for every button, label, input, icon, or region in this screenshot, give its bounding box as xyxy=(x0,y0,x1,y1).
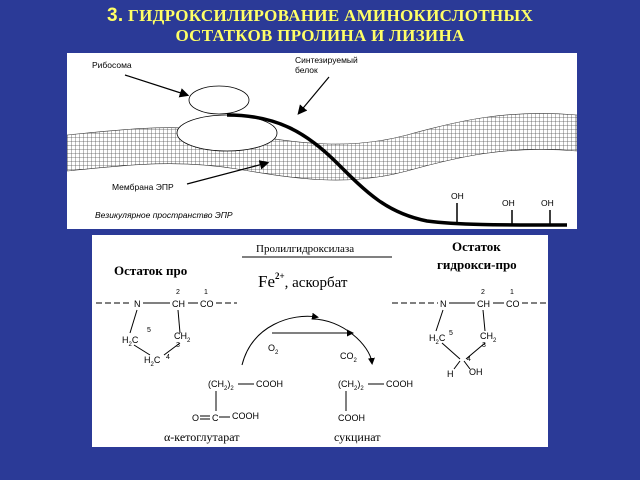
o2-label: $O_2$ xyxy=(268,343,279,356)
akg-label: α-кетоглутарат xyxy=(164,430,240,444)
membrane-label: Мембрана ЭПР xyxy=(112,182,174,192)
co2-label: $CO_2$ xyxy=(340,351,357,364)
enzyme-label: Пролилгидроксилаза xyxy=(256,243,355,255)
svg-text:N: N xyxy=(134,299,141,309)
svg-text:5: 5 xyxy=(449,330,453,337)
svg-text:(CH2)2: $(CH_2)_2$ xyxy=(208,379,234,392)
right-residue-title-2: гидрокси-про xyxy=(437,257,517,272)
svg-text:COOH: COOH xyxy=(232,411,259,421)
hydroxyproline-structure xyxy=(392,289,547,379)
ribosome-large-subunit xyxy=(177,115,277,151)
ribosome-arrow xyxy=(125,75,187,95)
svg-text:CH2: $CH_2$ xyxy=(174,331,191,344)
vesicular-space-label: Везикулярное пространство ЭПР xyxy=(95,210,233,220)
er-diagram-panel xyxy=(67,53,577,229)
svg-text:CH: CH xyxy=(172,299,185,309)
title-number: 3. xyxy=(106,5,124,26)
svg-text:2: 2 xyxy=(481,289,485,296)
svg-text:COOH: COOH xyxy=(386,379,413,389)
svg-text:CO: CO xyxy=(200,299,214,309)
svg-text:CH: CH xyxy=(477,299,490,309)
svg-text:H2C: $H_2C$ xyxy=(144,355,161,368)
oh-label-2: OH xyxy=(502,198,515,208)
svg-text:OH: OH xyxy=(469,367,483,377)
svg-text:C: C xyxy=(212,413,219,423)
svg-text:N: N xyxy=(440,299,447,309)
ribosome-label: Рибосома xyxy=(92,60,132,70)
succinate-structure xyxy=(338,379,413,423)
svg-text:4: 4 xyxy=(467,356,471,363)
o2-in-arrow xyxy=(242,316,317,365)
svg-text:H2C: $H_2C$ xyxy=(429,333,446,346)
svg-text:2: 2 xyxy=(176,289,180,296)
svg-text:H: H xyxy=(447,369,454,379)
succinate-label: сукцинат xyxy=(334,430,381,444)
svg-text:COOH: COOH xyxy=(256,379,283,389)
slide-title xyxy=(0,6,640,46)
ribosome-small-subunit xyxy=(189,86,249,114)
svg-text:5: 5 xyxy=(147,327,151,334)
title-line-1: ГИДРОКСИЛИРОВАНИЕ АМИНОКИСЛОТНЫХ xyxy=(127,6,534,25)
svg-text:1: 1 xyxy=(510,289,514,296)
proline-structure xyxy=(96,289,237,368)
svg-text:COOH: COOH xyxy=(338,413,365,423)
svg-text:O: O xyxy=(192,413,200,423)
protein-arrow xyxy=(299,77,329,113)
protein-label-2: белок xyxy=(295,65,318,75)
title-line-2: ОСТАТКОВ ПРОЛИНА И ЛИЗИНА xyxy=(175,26,465,45)
svg-text:CH2: $CH_2$ xyxy=(480,331,497,344)
svg-text:CO: CO xyxy=(506,299,520,309)
svg-text:4: 4 xyxy=(166,354,170,361)
svg-text:3: 3 xyxy=(482,342,486,349)
alpha-ketoglutarate-structure xyxy=(192,379,283,423)
svg-text:1: 1 xyxy=(204,289,208,296)
er-membrane xyxy=(67,113,577,180)
reaction-panel xyxy=(92,235,548,447)
protein-label-1: Синтезируемый xyxy=(295,55,358,65)
cofactor-fe: $Fe^{2+}$, аскорбат xyxy=(258,271,348,291)
oh-label-1: OH xyxy=(451,191,464,201)
oh-label-3: OH xyxy=(541,198,554,208)
svg-text:H2C: $H_2C$ xyxy=(122,335,139,348)
er-diagram xyxy=(67,53,577,229)
svg-text:3: 3 xyxy=(176,342,180,349)
right-residue-title-1: Остаток xyxy=(452,239,501,254)
reaction-diagram xyxy=(92,235,548,447)
left-residue-title: Остаток про xyxy=(114,263,188,278)
svg-text:(CH2)2: $(CH_2)_2$ xyxy=(338,379,364,392)
